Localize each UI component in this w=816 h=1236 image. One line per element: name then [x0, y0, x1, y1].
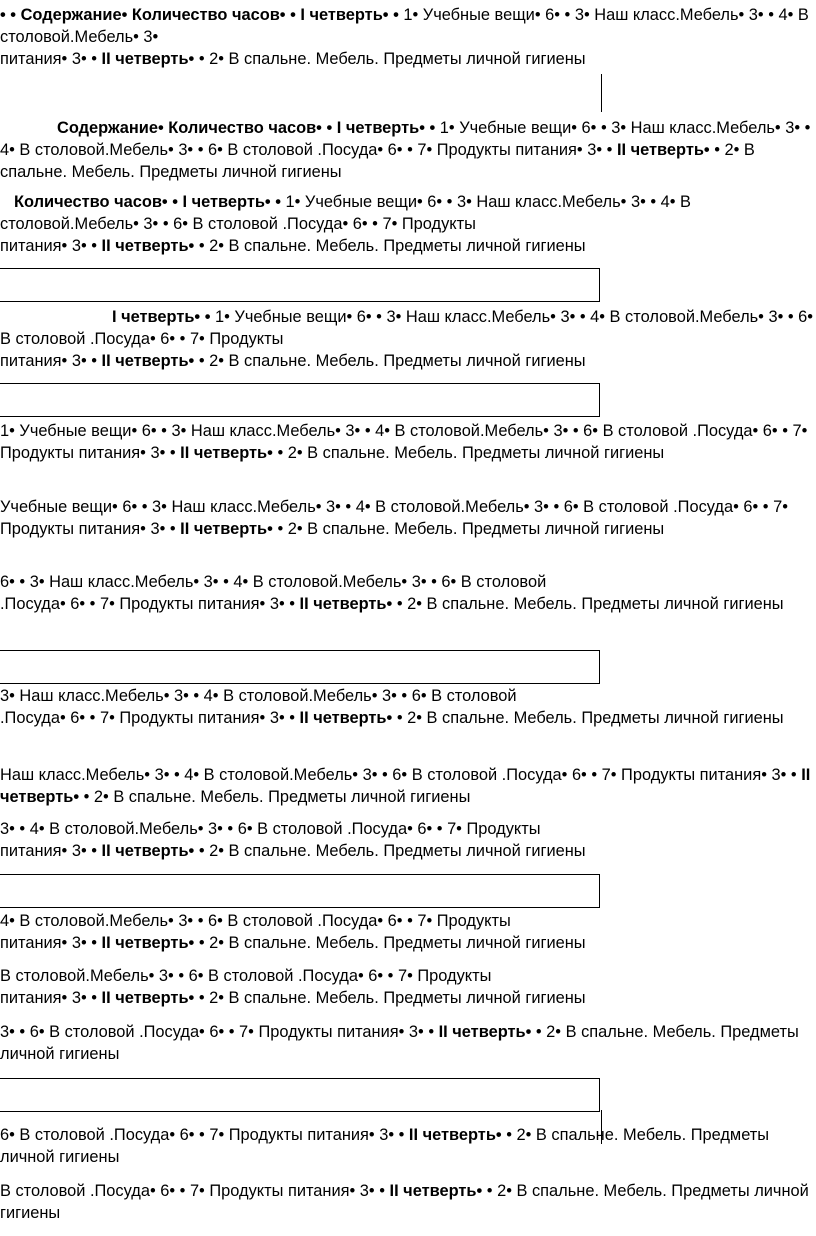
quarter-label: II четверть•: [299, 709, 397, 727]
quarter-label: II четверть•: [101, 934, 199, 952]
quarter-label: II четверть•: [180, 444, 278, 462]
paragraph-15: [0, 1180, 814, 1224]
content: 3• • 4• В столовой.Мебель• 3• • 6• В столовой .Посуда• 6• • 7• Продукты: [0, 820, 541, 838]
box-rule: [0, 383, 600, 417]
box-rule: [0, 650, 600, 684]
tail: • 2• В спальне. Мебель. Предметы личной гигиены: [0, 1126, 770, 1166]
quarter-label: II четверть•: [408, 1126, 507, 1144]
content: 3• Наш класс.Мебель• 3• • 4• В столовой.Мебель• 3• • 6• В столовой: [0, 687, 517, 705]
content-2: питания• 3• •: [0, 989, 102, 1007]
paragraph-7: [0, 571, 814, 615]
tail: • 2• В спальне. Мебель. Предметы личной гигиены: [198, 352, 586, 370]
tail: • 2• В спальне. Мебель. Предметы личной гигиены: [83, 788, 471, 806]
content-2: .Посуда• 6• • 7• Продукты питания• 3• •: [0, 709, 300, 727]
box-rule: [0, 1078, 600, 1112]
tail: • 2• В спальне. Мебель. Предметы личной гигиены: [198, 934, 586, 952]
quarter-label: II четверть•: [0, 766, 811, 806]
content: 1• Учебные вещи• 6• • 3• Наш класс.Мебель• 3• • 4• В столовой.Мебель• 3•: [0, 6, 809, 46]
quarter-label: II четверть•: [101, 50, 199, 68]
quarter-label: II четверть•: [299, 595, 397, 613]
quarter-label: II четверть•: [101, 237, 199, 255]
paragraph-9: [0, 764, 814, 808]
content: 1• Учебные вещи• 6• • 3• Наш класс.Мебель• 3• • 4• В столовой.Мебель• 3• • 6• В столовой .Посуда• 6• • 7• Продукты: [0, 193, 691, 233]
tail: • 2• В спальне. Мебель. Предметы личной гигиены: [198, 842, 586, 860]
paragraph-12: [0, 965, 814, 1009]
tail: • 2• В спальне. Мебель. Предметы личной гигиены: [277, 444, 665, 462]
content-2: .Посуда• 6• • 7• Продукты питания• 3• •: [0, 595, 300, 613]
heading: Содержание• Количество часов• • I четверть• •: [57, 119, 440, 137]
quarter-label: II четверть•: [101, 842, 199, 860]
content: В столовой .Посуда• 6• • 7• Продукты питания• 3• •: [0, 1182, 390, 1200]
heading: Содержание• Количество часов• • I четверть• •: [20, 6, 404, 24]
paragraph-10: [0, 818, 814, 862]
quarter-label: II четверть•: [389, 1182, 487, 1200]
vertical-rule: [601, 74, 602, 112]
quarter-label: II четверть•: [180, 520, 278, 538]
tail: • 2• В спальне. Мебель. Предметы личной гигиены: [396, 709, 784, 727]
tail: • 2• В спальне. Мебель. Предметы личной гигиены: [198, 237, 586, 255]
heading: I четверть• •: [112, 308, 216, 326]
heading: Количество часов• • I четверть• •: [14, 193, 286, 211]
content: 4• В столовой.Мебель• 3• • 6• В столовой .Посуда• 6• • 7• Продукты: [0, 912, 511, 930]
quarter-label: II четверть•: [438, 1023, 536, 1041]
box-rule: [0, 268, 600, 302]
tail: • 2• В спальне. Мебель. Предметы личной гигиены: [198, 989, 586, 1007]
content: 6• В столовой .Посуда• 6• • 7• Продукты питания• 3• •: [0, 1126, 409, 1144]
content-2: питания• 3• •: [0, 50, 102, 68]
quarter-label: II четверть•: [616, 141, 715, 159]
lead-bullets: • •: [0, 6, 21, 24]
paragraph-6: [0, 496, 814, 540]
paragraph-2: [0, 117, 814, 183]
paragraph-14: [0, 1124, 814, 1168]
tail: • 2• В спальне. Мебель. Предметы личной гигиены: [198, 50, 586, 68]
content: В столовой.Мебель• 3• • 6• В столовой .Посуда• 6• • 7• Продукты: [0, 967, 492, 985]
paragraph-3: [0, 191, 814, 257]
paragraph-1: [0, 4, 814, 70]
content-2: питания• 3• •: [0, 237, 102, 255]
box-rule: [0, 874, 600, 908]
content: 6• • 3• Наш класс.Мебель• 3• • 4• В столовой.Мебель• 3• • 6• В столовой: [0, 573, 547, 591]
paragraph-8: [0, 685, 814, 729]
paragraph-13: [0, 1021, 814, 1065]
paragraph-5: [0, 420, 814, 464]
tail: • 2• В спальне. Мебель. Предметы личной гигиены: [0, 1023, 799, 1063]
content: 1• Учебные вещи• 6• • 3• Наш класс.Мебель• 3• • 4• В столовой.Мебель• 3• • 6• В столовой .Посуда• 6• • 7• Продукты питания• 3• •: [0, 119, 811, 159]
paragraph-11: [0, 910, 814, 954]
tail: • 2• В спальне. Мебель. Предметы личной гигиены: [0, 1182, 809, 1222]
tail: • 2• В спальне. Мебель. Предметы личной гигиены: [277, 520, 665, 538]
content: 1• Учебные вещи• 6• • 3• Наш класс.Мебель• 3• • 4• В столовой.Мебель• 3• • 6• В столовой .Посуда• 6• • 7• Продукты питания• 3• •: [0, 422, 808, 462]
content-2: питания• 3• •: [0, 352, 102, 370]
content: Наш класс.Мебель• 3• • 4• В столовой.Мебель• 3• • 6• В столовой .Посуда• 6• • 7• Продукты питания• 3• •: [0, 766, 802, 784]
tail: • 2• В спальне. Мебель. Предметы личной гигиены: [396, 595, 784, 613]
content: Учебные вещи• 6• • 3• Наш класс.Мебель• 3• • 4• В столовой.Мебель• 3• • 6• В столовой .Посуда• 6• • 7• Продукты питания• 3• •: [0, 498, 788, 538]
quarter-label: II четверть•: [101, 352, 199, 370]
paragraph-4: [0, 306, 814, 372]
content: 3• • 6• В столовой .Посуда• 6• • 7• Продукты питания• 3• •: [0, 1023, 439, 1041]
tail: • 2• В спальне. Мебель. Предметы личной гигиены: [0, 141, 755, 181]
content-2: питания• 3• •: [0, 934, 102, 952]
content-2: питания• 3• •: [0, 842, 102, 860]
content: 1• Учебные вещи• 6• • 3• Наш класс.Мебель• 3• • 4• В столовой.Мебель• 3• • 6• В столовой .Посуда• 6• • 7• Продукты: [0, 308, 814, 348]
quarter-label: II четверть•: [101, 989, 199, 1007]
